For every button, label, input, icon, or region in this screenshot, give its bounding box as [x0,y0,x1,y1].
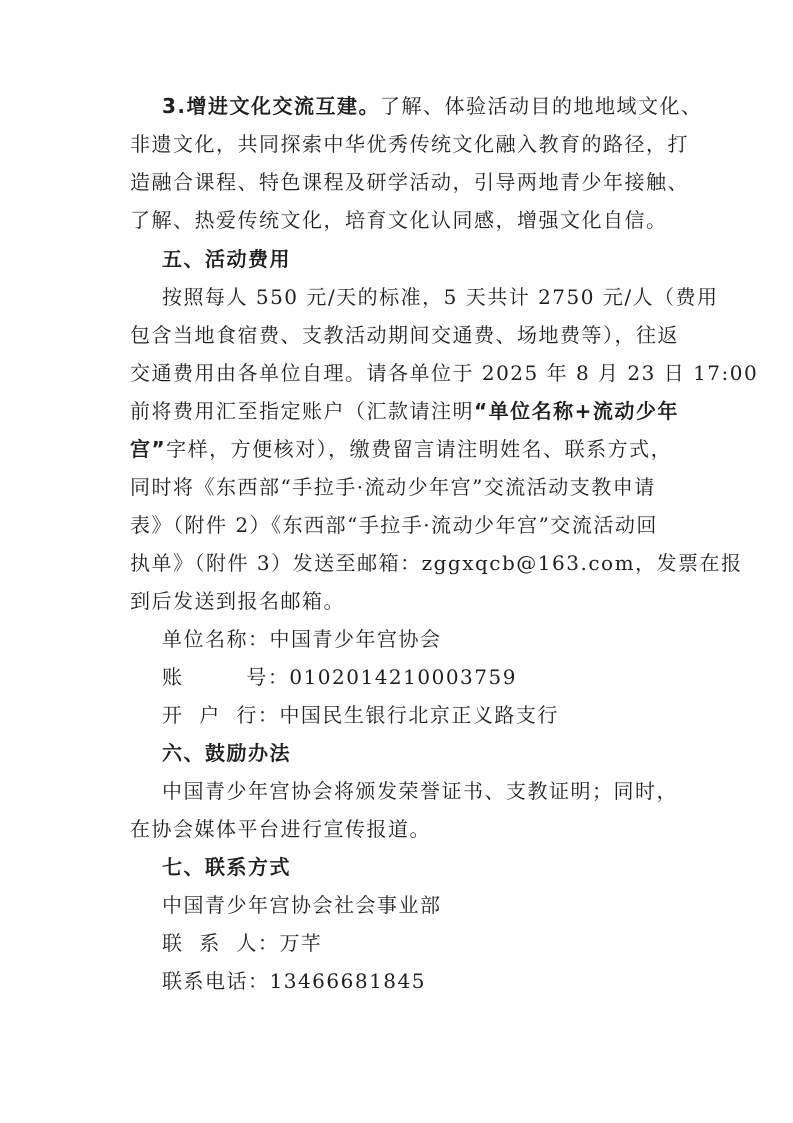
section5-paragraph-line8: 执单》（附件 3）发送至邮箱：zggxqcb@163.com，发票在报 [130,551,743,575]
section5-paragraph-line7: 表》（附件 2）《东西部“手拉手·流动少年宫”交流活动回 [130,513,658,537]
section5-paragraph-line4-text: 前将费用汇至指定账户（汇款请注明 [130,399,474,423]
bank-value: 中国民生银行北京正义路支行 [279,703,559,727]
section5-paragraph-line2: 包含当地食宿费、支教活动期间交通费、场地费等），往返 [130,323,679,347]
section3-line4: 了解、热爱传统文化，培育文化认同感，增强文化自信。 [130,208,668,232]
account-number-label: 账 号： [162,665,290,689]
section5-paragraph-line9: 到后发送到报名邮箱。 [130,589,345,613]
section3-line2: 非遗文化，共同探索中华优秀传统文化融入教育的路径，打 [130,132,689,156]
remittance-note-emphasis-end: 宫” [130,437,167,461]
contact-department: 中国青少年宫协会社会事业部 [162,893,442,917]
section6-line1: 中国青少年宫协会将颁发荣誉证书、支教证明；同时， [162,779,678,803]
bank-label: 开 户 行： [162,703,280,727]
section6-line2: 在协会媒体平台进行宣传报道。 [130,817,431,841]
section5-paragraph-line3: 交通费用由各单位自理。请各单位于 2025 年 8 月 23 日 17:00 [130,361,759,385]
section5-paragraph-line5-text: 字样，方便核对），缴费留言请注明姓名、联系方式， [166,437,673,461]
section5-paragraph-line4 [130,396,679,426]
section3-line3: 造融合课程、特色课程及研学活动，引导两地青少年接触、 [130,170,689,194]
account-name-row [162,624,442,654]
section3-line1-text: 了解、体验活动目的地地域文化、 [380,94,703,118]
bank-row [162,700,559,730]
section5-heading: 五、活动费用 [162,247,291,271]
contact-phone-label: 联系电话： [162,969,270,993]
account-number-row [162,662,517,692]
contact-person-row [162,928,322,958]
section7-heading: 七、联系方式 [162,855,291,879]
contact-phone-row [162,966,426,996]
section5-paragraph-line6: 同时将《东西部“手拉手·流动少年宫”交流活动支教申请 [130,475,656,499]
contact-phone-value: 13466681845 [269,969,426,993]
section5-paragraph-line1: 按照每人 550 元/天的标准，5 天共计 2750 元/人（费用 [162,285,719,309]
contact-person-value: 万芊 [279,931,323,955]
contact-person-label: 联 系 人： [162,931,280,955]
section6-heading: 六、鼓励办法 [162,741,291,765]
section3-heading: 3.增进文化交流互建。 [162,94,381,118]
section5-paragraph-line5 [130,434,672,464]
account-number-value: 0102014210003759 [289,665,517,689]
account-name-label: 单位名称： [162,627,270,651]
remittance-note-emphasis: “单位名称+流动少年 [474,399,679,423]
section3-line1 [162,91,703,121]
account-name-value: 中国青少年宫协会 [269,627,442,651]
